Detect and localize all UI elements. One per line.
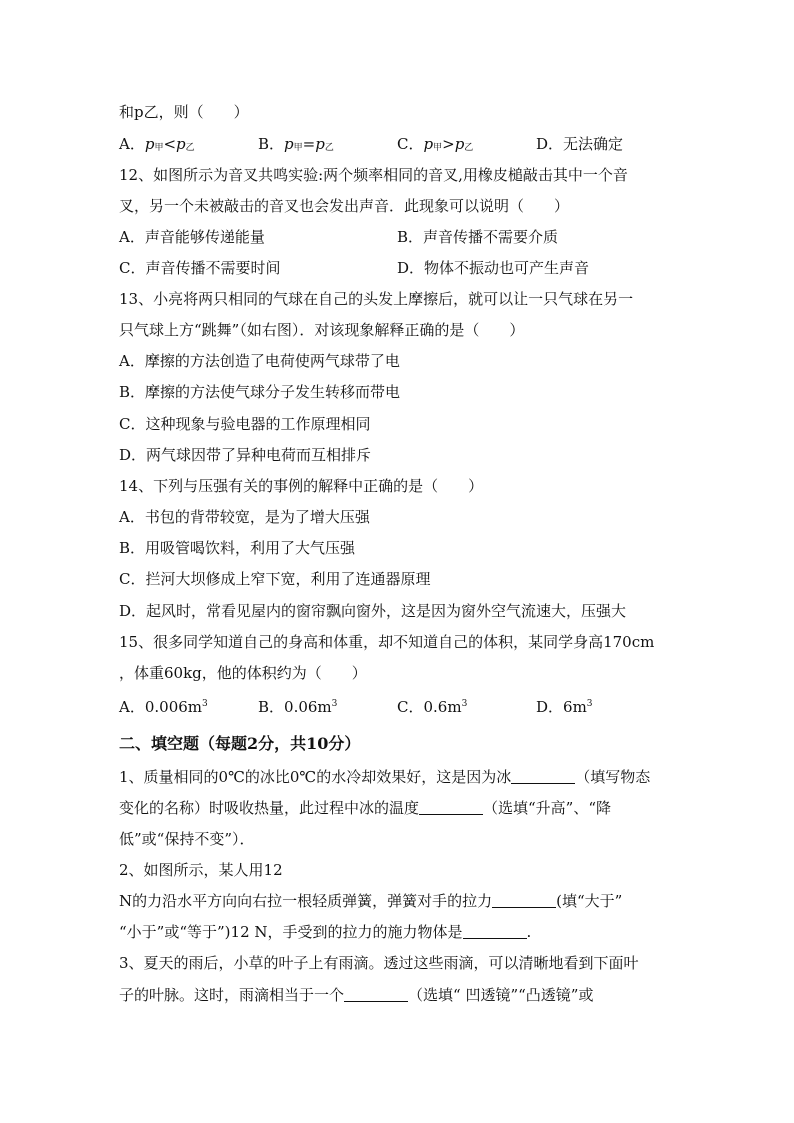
- q15-stem-line1: 15、很多同学知道自己的身高和体重，却不知道自己的体积，某同学身高170cm: [119, 633, 655, 651]
- section-heading: 二、填空题（每题2分，共10分）: [119, 734, 361, 753]
- q15-stem-line2: ，体重60kg，他的体积约为（ ）: [119, 664, 367, 682]
- q13-option-c: C．这种现象与验电器的工作原理相同: [119, 415, 371, 433]
- q11-option-c: C．$p_甲>p_乙$: [397, 135, 474, 153]
- f3-line2: 子的叶脉。这时，雨滴相当于一个 （选填“ 凹透镜”“凸透镜”或: [119, 986, 594, 1004]
- q12-option-c: C．声音传播不需要时间: [119, 259, 281, 277]
- q12-option-d: D．物体不振动也可产生声音: [397, 259, 590, 277]
- q14-option-a: A．书包的背带较宽，是为了增大压强: [119, 508, 370, 526]
- q11-option-a: A．$p_甲<p_乙$: [119, 135, 195, 153]
- q13-stem-line2: 只气球上方“跳舞”（如右图）．对该现象解释正确的是（ ）: [119, 321, 525, 339]
- q14-stem: 14、下列与压强有关的事例的解释中正确的是（ ）: [119, 477, 484, 495]
- q13-option-d: D．两气球因带了异种电荷而互相排斥: [119, 446, 372, 464]
- f1-line3: 低”或“保持不变”）．: [119, 830, 255, 848]
- q15-option-c: C．$0.6m^3$: [397, 698, 468, 716]
- q12-stem-line2: 叉，另一个未被敲击的音叉也会发出声音．此现象可以说明（ ）: [119, 197, 570, 215]
- f3-line1: 3、夏天的雨后，小草的叶子上有雨滴。透过这些雨滴，可以清晰地看到下面叶: [119, 954, 639, 972]
- q15-option-b: B．$0.06m^3$: [258, 698, 338, 716]
- f1-line1: 1、质量相同的0℃的冰比0℃的水冷却效果好，这是因为冰 （填写物态: [119, 768, 651, 786]
- q14-option-b: B．用吸管喝饮料，利用了大气压强: [119, 539, 356, 557]
- q13-stem-line1: 13、小亮将两只相同的气球在自己的头发上摩擦后，就可以让一只气球在另一: [119, 290, 634, 308]
- q14-option-d: D．起风时，常看见屋内的窗帘飘向窗外，这是因为窗外空气流速大，压强大: [119, 602, 627, 620]
- q12-option-b: B．声音传播不需要介质: [397, 228, 559, 246]
- q11-tail: 和p乙，则（ ）: [119, 103, 249, 121]
- f1-line2: 变化的名称）时吸收热量，此过程中冰的温度 （选填“升高”、“降: [119, 799, 612, 817]
- f2-line1: 2、如图所示，某人用12: [119, 861, 283, 879]
- q11-option-b: B．$p_甲=p_乙$: [258, 135, 334, 153]
- q15-option-a: A．$0.006m^3$: [119, 698, 208, 716]
- q12-stem-line1: 12、如图所示为音叉共鸣实验:两个频率相同的音叉,用橡皮槌敲击其中一个音: [119, 166, 628, 184]
- q12-option-a: A．声音能够传递能量: [119, 228, 265, 246]
- answer-blank: [492, 893, 556, 908]
- answer-blank: [419, 800, 483, 815]
- q11-option-d: D．无法确定: [536, 135, 624, 153]
- answer-blank: [463, 924, 527, 939]
- q13-option-a: A．摩擦的方法创造了电荷使两气球带了电: [119, 352, 400, 370]
- q15-option-d: D．$6m^3$: [536, 698, 593, 716]
- q14-option-c: C．拦河大坝修成上窄下宽，利用了连通器原理: [119, 570, 431, 588]
- f2-line2: N的力沿水平方向向右拉一根轻质弹簧，弹簧对手的拉力 (填“大于”: [119, 892, 623, 910]
- f2-line3: “小于”或“等于”)12 N，手受到的拉力的施力物体是 .: [119, 923, 532, 941]
- q13-option-b: B．摩擦的方法使气球分子发生转移而带电: [119, 383, 401, 401]
- answer-blank: [511, 769, 575, 784]
- answer-blank: [344, 987, 408, 1002]
